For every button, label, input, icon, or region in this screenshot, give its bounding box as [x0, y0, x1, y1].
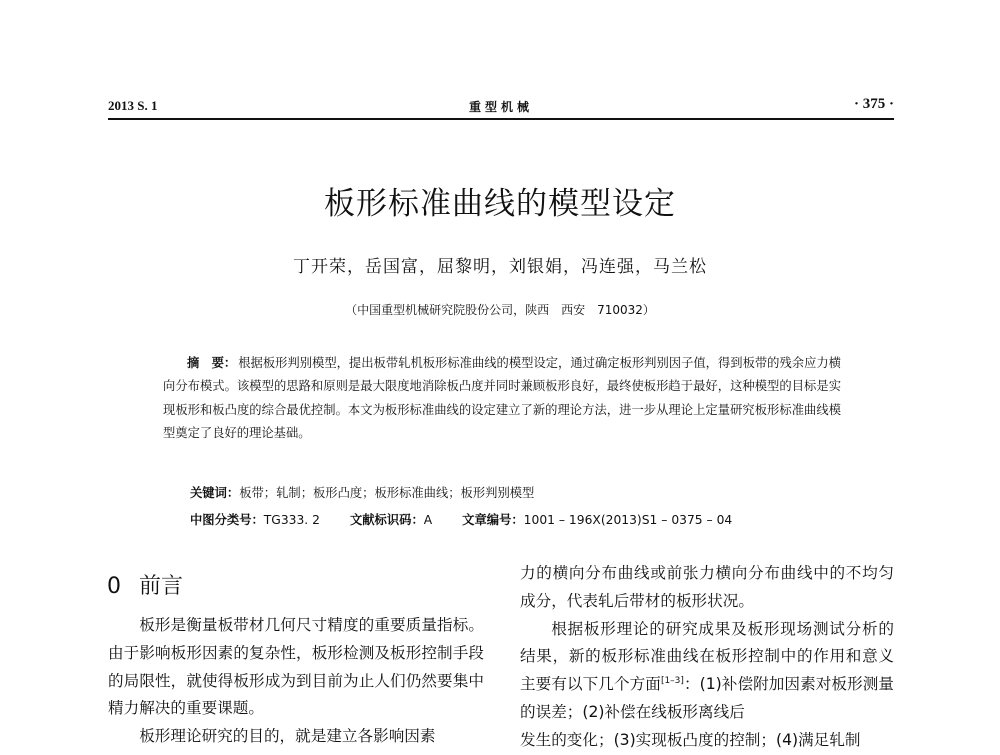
left-column [108, 612, 484, 751]
running-header [108, 96, 894, 120]
paragraph: 板形是衡量板带材几何尺寸精度的重要质量指标。由于影响板形因素的复杂性，板形检测及板形控制手段的局限性，就使得板形成为到目前为止人们仍然要集中精力解决的重要课题。 [108, 616, 484, 718]
journal-name: 重型机械 [468, 100, 533, 114]
article-number-label: 文章编号： [462, 513, 524, 527]
doc-code-label: 文献标识码： [349, 513, 424, 527]
keywords-label: 关键词： [190, 486, 240, 500]
clc-value: TG333. 2 [263, 513, 320, 527]
citation: [1–3] [660, 676, 684, 686]
paper-title: 板形标准曲线的模型设定 [324, 186, 676, 222]
paragraph-text: 根据板形理论的研究成果及板形现场测试分析的结果，新的板形标准曲线在板形控制中的作用和意义主要有以下几个方面 [520, 619, 894, 694]
abstract-text: 根据板形判别模型，提出板带轧机板形标准曲线的模型设定，通过确定板形判别因子值，得到板带的残余应力横向分布模式。该模型的思路和原则是最大限度地消除板凸度并同时兼顾板形良好，最终使板形趋于最好，这种模型的目标是实现板形和板凸度的综合最优控制。本文为板形标准曲线的设定建立了新的理论方法，进一步从理论上定量研究板形标准曲线模型奠定了良好的理论基础。 [163, 356, 841, 441]
section-number: 0 [107, 574, 121, 599]
paragraph: 板形理论研究的目的，就是建立各影响因素 [139, 727, 436, 746]
abstract [163, 352, 841, 446]
keywords-text: 板带；轧制；板形凸度；板形标准曲线；板形判别模型 [239, 486, 535, 500]
authors: 丁开荣，岳国富，屈黎明，刘银娟，冯连强，马兰松 [293, 257, 707, 277]
affiliation: （中国重型机械研究院股份公司，陕西 西安 710032） [345, 303, 655, 317]
right-column [520, 560, 894, 755]
abstract-label: 摘 要： [187, 356, 237, 370]
issue-number: 2013 S. 1 [108, 98, 158, 113]
paragraph-text: ：(1)补偿附加因素对板形测量的误差；(2)补偿在线板形离线后 [520, 675, 894, 721]
keywords [190, 483, 534, 501]
section-title: 前言 [139, 574, 184, 599]
paragraph [520, 616, 894, 727]
section-heading [107, 569, 183, 600]
page-number: · 375 · [853, 96, 894, 112]
clc-label: 中图分类号： [190, 513, 264, 527]
paragraph: 力的横向分布曲线或前张力横向分布曲线中的不均匀成分，代表轧后带材的板形状况。 [520, 564, 894, 610]
article-number-value: 1001 – 196X(2013)S1 – 0375 – 04 [523, 513, 733, 527]
classification-line [190, 510, 732, 528]
paragraph: 发生的变化；(3)实现板凸度的控制；(4)满足轧制 [520, 730, 861, 749]
doc-code-value: A [423, 513, 433, 527]
